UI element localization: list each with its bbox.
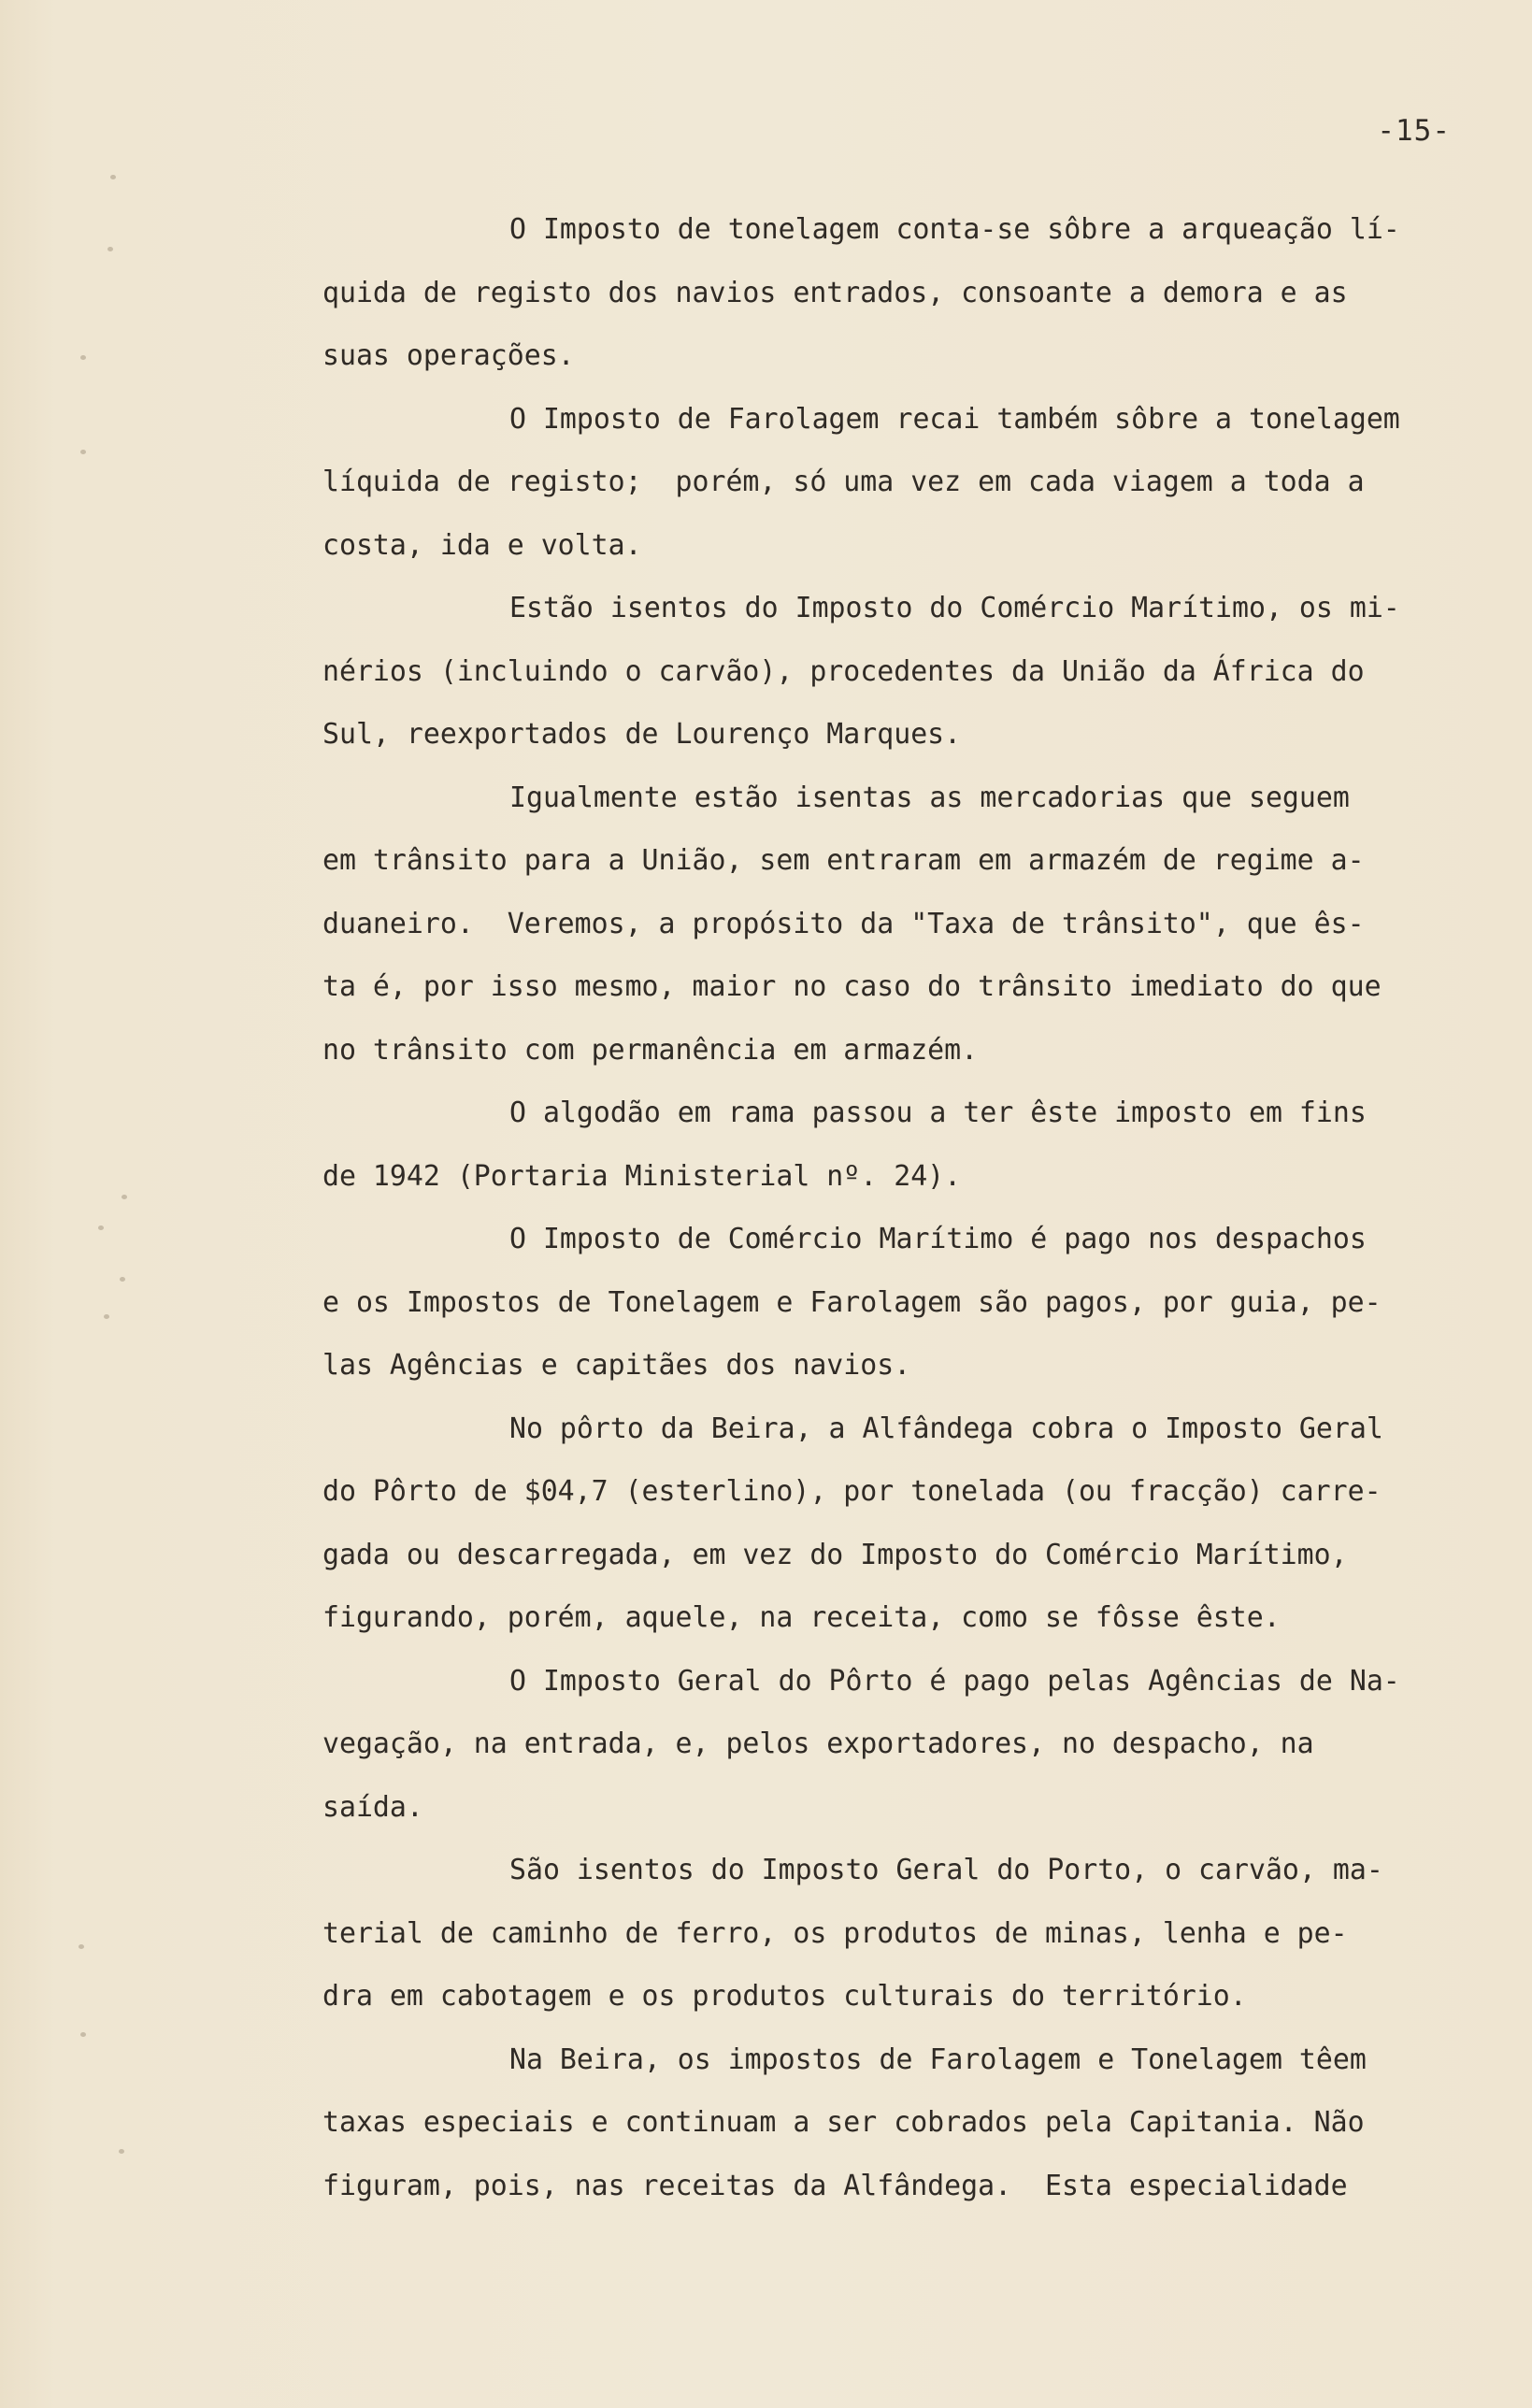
text-line: em trânsito para a União, sem entraram em armazém de regime a- xyxy=(322,844,1365,877)
text-line: nérios (incluindo o carvão), procedentes da União da África do xyxy=(322,654,1365,688)
paper-speck xyxy=(80,2032,86,2037)
text-line: costa, ida e volta. xyxy=(322,528,642,562)
text-line: gada ou descarregada, em vez do Imposto do Comércio Marítimo, xyxy=(322,1538,1348,1571)
text-line: saída. xyxy=(322,1790,423,1824)
text-line: taxas especiais e continuam a ser cobrados pela Capitania. Não xyxy=(322,2106,1365,2139)
paper-speck xyxy=(120,1277,125,1282)
page-number: -15- xyxy=(1377,114,1451,148)
text-line: Estão isentos do Imposto do Comércio Marítimo, os mi- xyxy=(509,592,1400,624)
paper-speck xyxy=(122,1195,127,1199)
text-line: suas operações. xyxy=(322,339,575,372)
text-line: dra em cabotagem e os produtos culturais do território. xyxy=(322,1980,1247,2013)
text-line: figurando, porém, aquele, na receita, como se fôsse êste. xyxy=(322,1601,1281,1634)
paper-speck xyxy=(107,247,113,251)
text-line: Na Beira, os impostos de Farolagem e Tonelagem têem xyxy=(509,2042,1367,2076)
text-line: e os Impostos de Tonelagem e Farolagem são pagos, por guia, pe- xyxy=(322,1285,1382,1319)
text-line: O Imposto de tonelagem conta-se sôbre a arqueação lí- xyxy=(509,213,1400,246)
text-line: quida de registo dos navios entrados, consoante a demora e as xyxy=(322,276,1348,309)
text-line: líquida de registo; porém, só uma vez em cada viagem a toda a xyxy=(322,466,1365,498)
paper-speck xyxy=(80,355,86,360)
text-line: duaneiro. Veremos, a propósito da "Taxa de trânsito", que ês- xyxy=(322,907,1365,940)
text-line: vegação, na entrada, e, pelos exportadores, no despacho, na xyxy=(322,1727,1314,1760)
paper-speck xyxy=(119,2149,124,2154)
text-line: ta é, por isso mesmo, maior no caso do trânsito imediato do que xyxy=(322,970,1382,1003)
paper-speck xyxy=(80,450,86,454)
text-line: no trânsito com permanência em armazém. xyxy=(322,1033,979,1067)
text-line: Sul, reexportados de Lourenço Marques. xyxy=(322,718,962,751)
text-line: Igualmente estão isentas as mercadorias que seguem xyxy=(509,781,1350,814)
text-line: figuram, pois, nas receitas da Alfândega. Esta especialidade xyxy=(322,2169,1348,2202)
text-line: do Pôrto de $04,7 (esterlino), por tonelada (ou fracção) carre- xyxy=(322,1475,1382,1508)
text-line: São isentos do Imposto Geral do Porto, o carvão, ma- xyxy=(509,1854,1383,1886)
text-line: las Agências e capitães dos navios. xyxy=(322,1349,911,1382)
paper-speck xyxy=(104,1314,109,1319)
text-line: O algodão em rama passou a ter êste imposto em fins xyxy=(509,1096,1367,1129)
paper-speck xyxy=(79,1944,84,1949)
text-line: de 1942 (Portaria Ministerial nº. 24). xyxy=(322,1159,962,1193)
text-line: O Imposto Geral do Pôrto é pago pelas Agências de Na- xyxy=(509,1664,1400,1698)
text-line: No pôrto da Beira, a Alfândega cobra o Imposto Geral xyxy=(509,1412,1383,1445)
text-line: O Imposto de Farolagem recai também sôbre a tonelagem xyxy=(509,402,1400,436)
body-text xyxy=(322,198,1500,2217)
text-line: O Imposto de Comércio Marítimo é pago nos despachos xyxy=(509,1223,1367,1255)
text-line: terial de caminho de ferro, os produtos de minas, lenha e pe- xyxy=(322,1916,1348,1950)
paper-speck xyxy=(98,1226,104,1230)
paper-speck xyxy=(110,175,116,179)
